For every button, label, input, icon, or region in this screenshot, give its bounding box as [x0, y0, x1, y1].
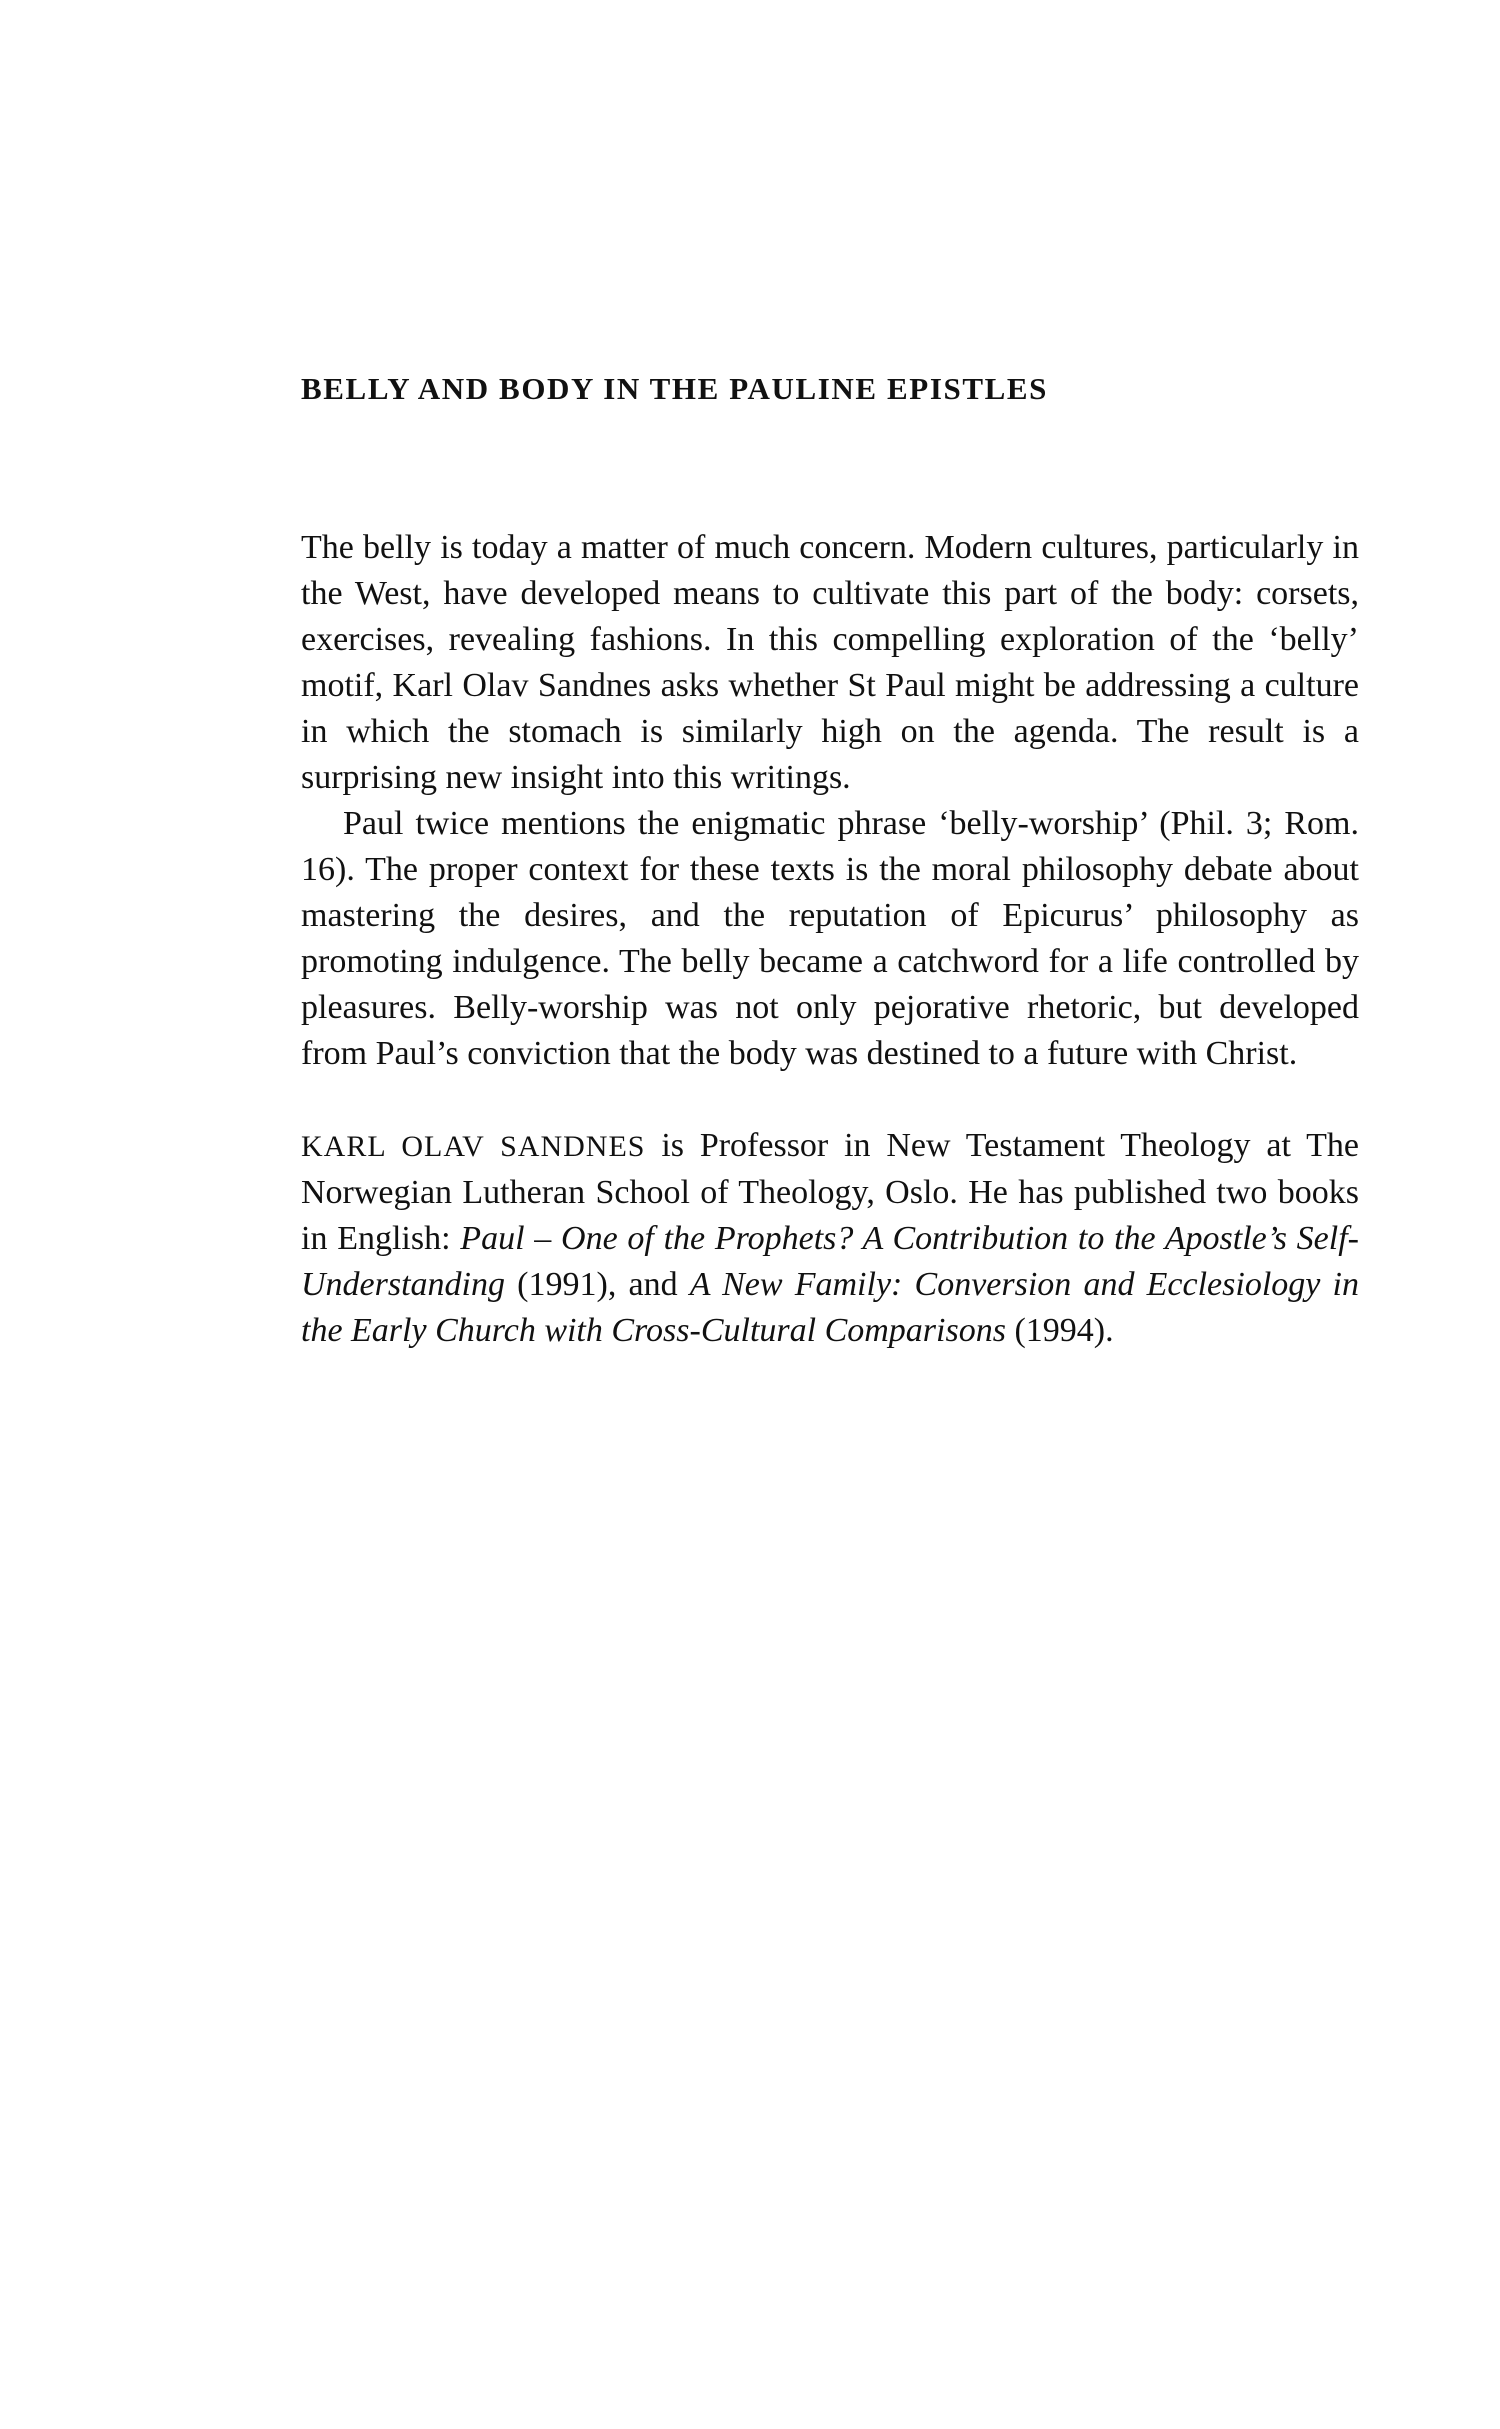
book-blurb	[301, 525, 1359, 1077]
book-1-title: Paul – One of the Prophets? A Contribution to the Apostle’s Self-Understanding	[301, 1220, 1359, 1304]
book-2-title: A New Family: Conversion and Ecclesiology in the Early Church with Cross-Cultural Comparisons	[301, 1266, 1359, 1350]
page-content	[301, 370, 1359, 1354]
author-bio	[301, 1123, 1359, 1354]
blurb-paragraph-2: Paul twice mentions the enigmatic phrase ‘belly-worship’ (Phil. 3; Rom. 16). The proper context for these texts is the moral philosophy debate about mastering the desires, and the reputation of Epicurus’ philosophy as promoting indulgence. The belly became a catchword for a life controlled by pleasures. Belly-worship was not only pejorative rhetoric, but developed from Paul’s conviction that the body was destined to a future with Christ.	[301, 805, 1359, 1073]
book-1-year: (1991), and	[505, 1266, 690, 1304]
author-name: KARL OLAV SANDNES	[301, 1130, 646, 1164]
author-bio-paragraph	[301, 1123, 1359, 1354]
author-bio-text: is Professor in New Testament Theology at The Norwegian Lutheran School of Theology, Oslo. He has published two books in English:	[301, 1127, 1359, 1258]
book-2-year: (1994).	[1005, 1312, 1114, 1350]
book-title: BELLY AND BODY IN THE PAULINE EPISTLES	[301, 371, 1049, 406]
blurb-paragraph-1: The belly is today a matter of much concern. Modern cultures, particularly in the West, have developed means to cultivate this part of the body: corsets, exercises, revealing fashions. In this compelling exploration of the ‘belly’ motif, Karl Olav Sandnes asks whether St Paul might be addressing a culture in which the stomach is similarly high on the agenda. The result is a surprising new insight into this writings.	[301, 529, 1359, 797]
